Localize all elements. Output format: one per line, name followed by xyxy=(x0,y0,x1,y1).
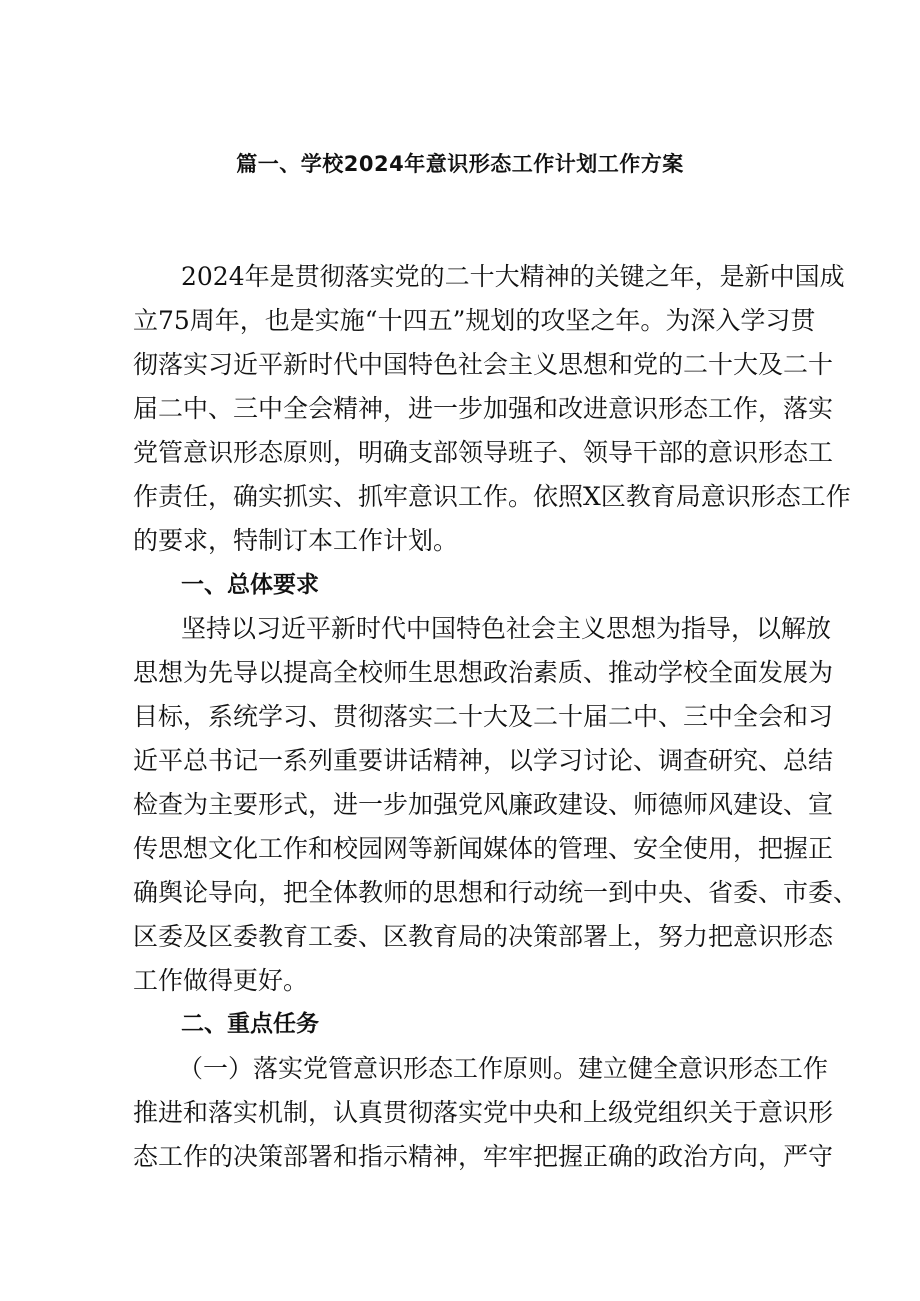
document-title: 篇一、学校2024年意识形态工作计划工作方案 xyxy=(236,152,684,176)
paragraph-line: 目标，系统学习、贯彻落实二十大及二十届二中、三中全会和习 xyxy=(133,702,834,731)
paragraph-line: 态工作的决策部署和指示精神，牢牢把握正确的政治方向，严守 xyxy=(133,1142,834,1171)
paragraph-line: 近平总书记一系列重要讲话精神，以学习讨论、调查研究、总结 xyxy=(133,746,834,775)
paragraph-line: 作责任，确实抓实、抓牢意识工作。依照X区教育局意识形态工作 xyxy=(133,482,851,511)
paragraph-line: 工作做得更好。 xyxy=(133,966,309,995)
paragraph-line: 的要求，特制订本工作计划。 xyxy=(133,526,459,555)
paragraph-line: 2024年是贯彻落实党的二十大精神的关键之年，是新中国成 xyxy=(181,262,845,291)
paragraph-line: 坚持以习近平新时代中国特色社会主义思想为指导，以解放 xyxy=(181,614,832,643)
section-heading: 二、重点任务 xyxy=(181,1011,319,1037)
paragraph-line: 立75周年，也是实施“十四五”规划的攻坚之年。为深入学习贯 xyxy=(133,306,816,335)
paragraph-line: 届二中、三中全会精神，进一步加强和改进意识形态工作，落实 xyxy=(133,394,834,423)
paragraph-line: 思想为先导以提高全校师生思想政治素质、推动学校全面发展为 xyxy=(133,658,834,687)
paragraph-line: 传思想文化工作和校园网等新闻媒体的管理、安全使用，把握正 xyxy=(133,834,834,863)
paragraph-line: 确舆论导向，把全体教师的思想和行动统一到中央、省委、市委、 xyxy=(133,878,859,907)
paragraph-line: 区委及区委教育工委、区教育局的决策部署上，努力把意识形态 xyxy=(133,922,834,951)
section-heading: 一、总体要求 xyxy=(181,572,319,598)
paragraph-line: 检查为主要形式，进一步加强党风廉政建设、师德师风建设、宣 xyxy=(133,790,834,819)
paragraph-line: （一）落实党管意识形态工作原则。建立健全意识形态工作 xyxy=(178,1054,829,1083)
paragraph-line: 彻落实习近平新时代中国特色社会主义思想和党的二十大及二十 xyxy=(133,350,834,379)
paragraph-line: 推进和落实机制，认真贯彻落实党中央和上级党组织关于意识形 xyxy=(133,1098,834,1127)
paragraph-line: 党管意识形态原则，明确支部领导班子、领导干部的意识形态工 xyxy=(133,438,834,467)
